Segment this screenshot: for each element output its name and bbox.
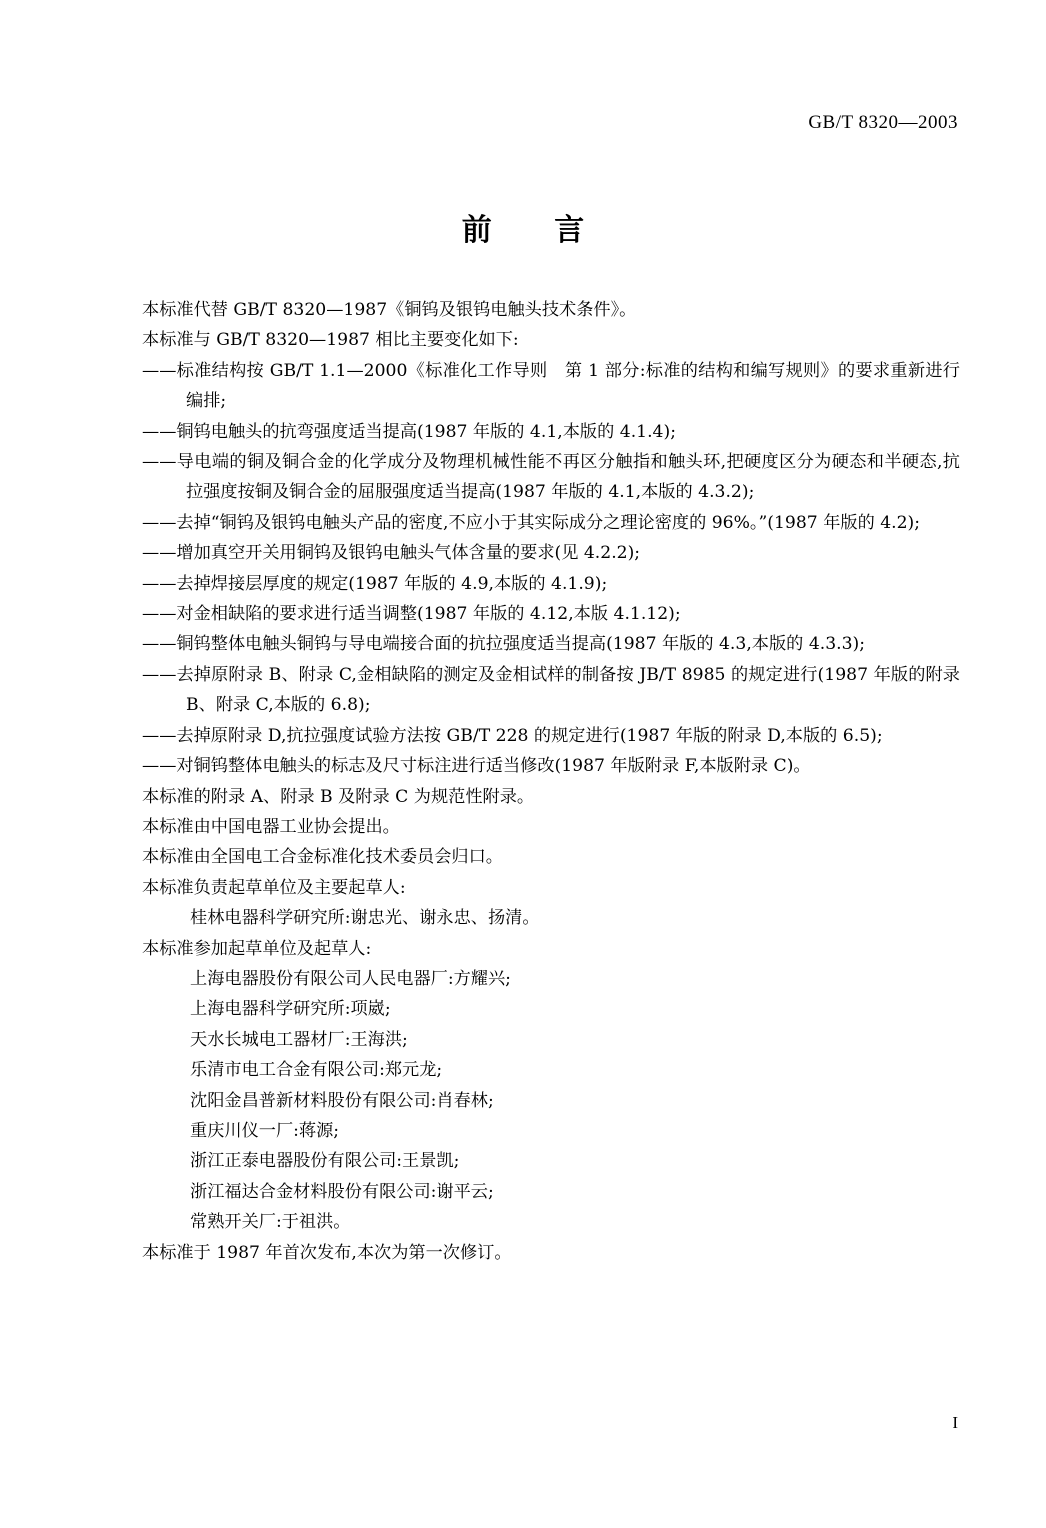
page-title: 前 言 — [461, 213, 611, 248]
intro-paragraph-1: 本标准代替 GB/T 8320—1987《铜钨及银钨电触头技术条件》。 — [142, 300, 637, 320]
change-item: ——去掉原附录 B、附录 C,金相缺陷的测定及金相试样的制备按 JB/T 8985 的规定进行(1987 年版的附录 B、附录 C,本版的 6.8); — [142, 664, 960, 716]
participant-item: 浙江福达合金材料股份有限公司:谢平云; — [190, 1181, 494, 1202]
change-item: ——对铜钨整体电触头的标志及尺寸标注进行适当修改(1987 年版附录 F,本版附录 C)。 — [142, 756, 811, 777]
after-paragraph: 本标准由中国电器工业协会提出。 — [142, 816, 400, 837]
participant-item: 沈阳金昌普新材料股份有限公司:肖春林; — [190, 1090, 494, 1111]
change-item: ——去掉原附录 D,抗拉强度试验方法按 GB/T 228 的规定进行(1987 年版的附录 D,本版的 6.5); — [142, 725, 883, 746]
after-paragraph: 本标准的附录 A、附录 B 及附录 C 为规范性附录。 — [142, 786, 535, 807]
change-item: ——对金相缺陷的要求进行适当调整(1987 年版的 4.12,本版 4.1.12); — [142, 604, 681, 625]
after-paragraph: 本标准负责起草单位及主要起草人: — [142, 877, 406, 898]
participant-item: 浙江正泰电器股份有限公司:王景凯; — [190, 1151, 460, 1172]
participant-item: 重庆川仪一厂:蒋源; — [190, 1120, 340, 1141]
foreword-body — [142, 295, 960, 1268]
page-number: I — [952, 1413, 958, 1432]
participant-item: 上海电器股份有限公司人民电器厂:方耀兴; — [190, 968, 511, 989]
participants-label: 本标准参加起草单位及起草人: — [142, 938, 372, 959]
change-item: ——去掉“铜钨及银钨电触头产品的密度,不应小于其实际成分之理论密度的 96%。”(1987 年版的 4.2); — [142, 512, 921, 533]
change-item: ——增加真空开关用铜钨及银钨电触头气体含量的要求(见 4.2.2); — [142, 543, 641, 564]
participant-item: 乐清市电工合金有限公司:郑元龙; — [190, 1060, 443, 1081]
intro-paragraph-2: 本标准与 GB/T 8320—1987 相比主要变化如下: — [142, 330, 519, 351]
change-item: ——导电端的铜及铜合金的化学成分及物理机械性能不再区分触指和触头环,把硬度区分为硬态和半硬态,抗拉强度按铜及铜合金的屈服强度适当提高(1987 年版的 4.1,本版的 4.3.2); — [142, 452, 960, 503]
closing-paragraph: 本标准于 1987 年首次发布,本次为第一次修订。 — [142, 1242, 512, 1263]
change-item: ——铜钨整体电触头铜钨与导电端接合面的抗拉强度适当提高(1987 年版的 4.3,本版的 4.3.3); — [142, 634, 866, 655]
after-paragraph: 本标准由全国电工合金标准化技术委员会归口。 — [142, 847, 503, 868]
main-drafter: 桂林电器科学研究所:谢忠光、谢永忠、扬清。 — [190, 908, 540, 929]
change-item: ——标准结构按 GB/T 1.1—2000《标准化工作导则 第 1 部分:标准的结构和编写规则》的要求重新进行编排; — [142, 360, 960, 412]
participant-item: 天水长城电工器材厂:王海洪; — [190, 1029, 408, 1050]
page-header-standard-number: GB/T 8320—2003 — [808, 112, 958, 133]
change-item: ——铜钨电触头的抗弯强度适当提高(1987 年版的 4.1,本版的 4.1.4); — [142, 421, 676, 442]
participant-item: 上海电器科学研究所:项崴; — [190, 999, 391, 1020]
change-item: ——去掉焊接层厚度的规定(1987 年版的 4.9,本版的 4.1.9); — [142, 573, 608, 594]
participant-item: 常熟开关厂:于祖洪。 — [190, 1212, 351, 1233]
